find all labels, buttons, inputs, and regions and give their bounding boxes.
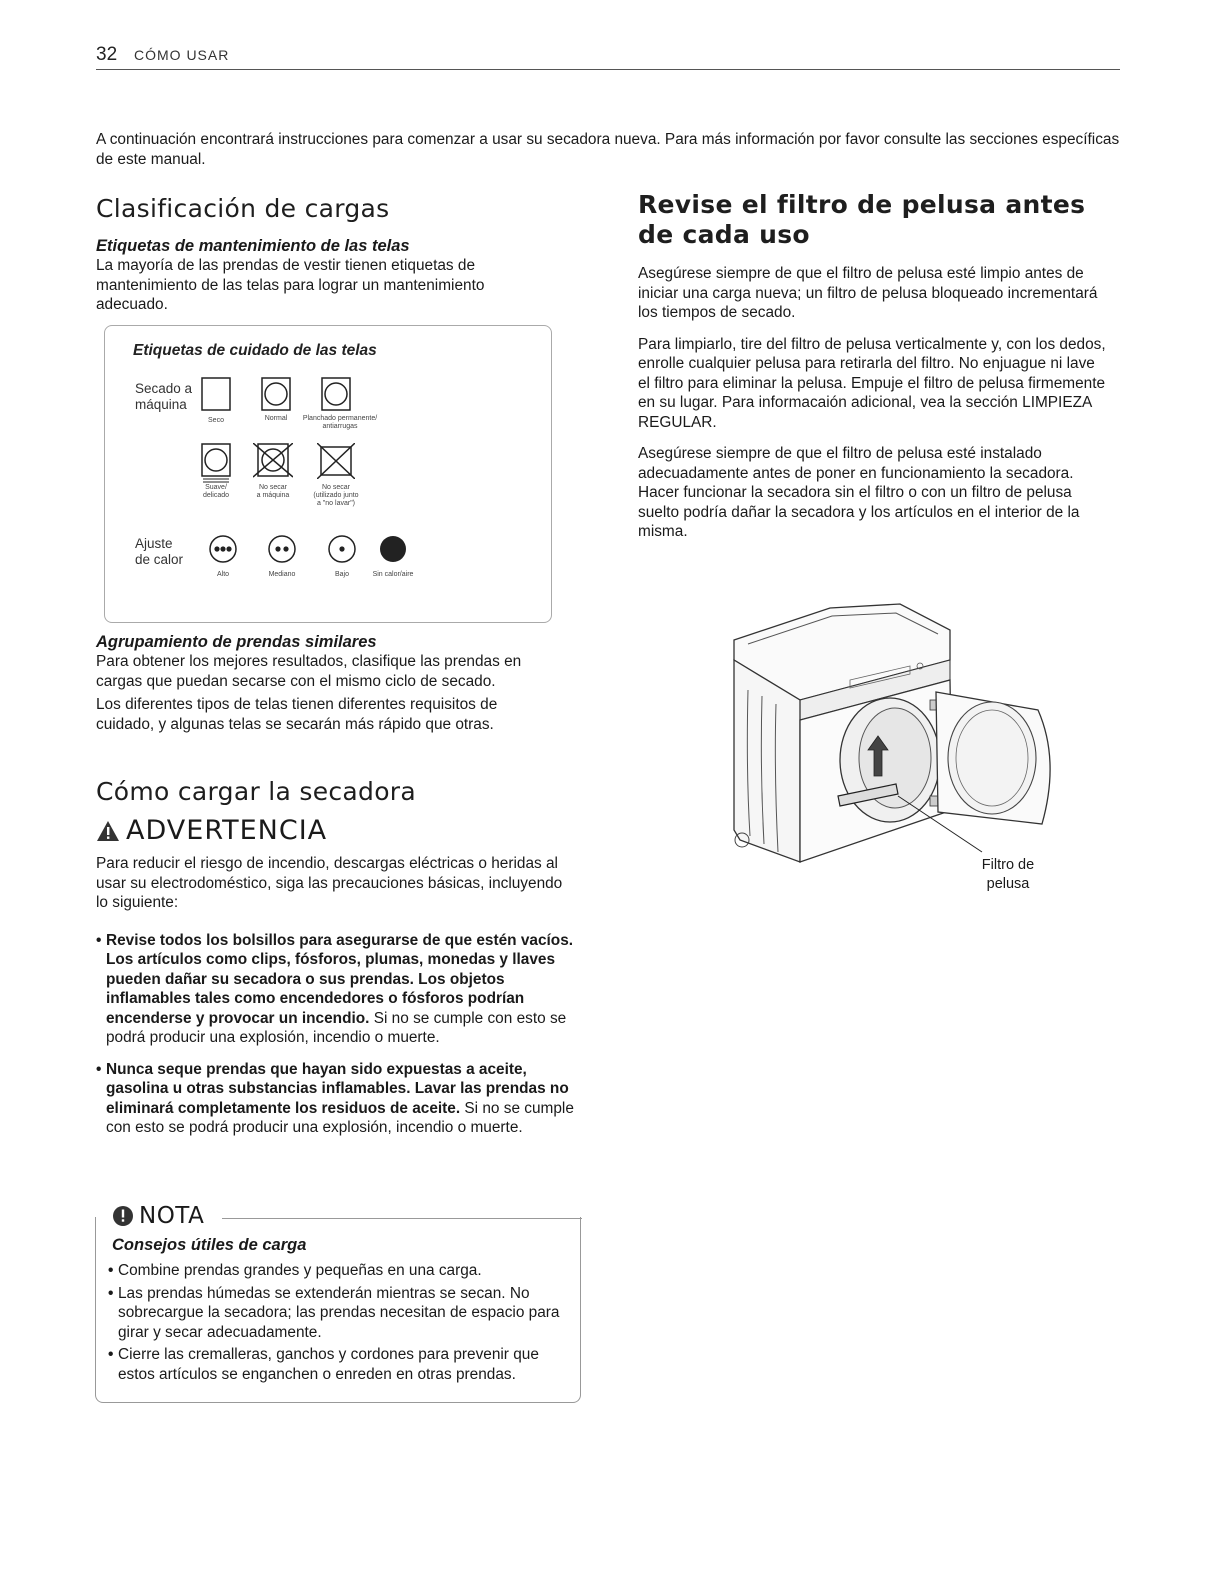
note-list [108, 1261, 570, 1387]
heat-alto-label: Alto [216, 571, 230, 578]
warning-header [96, 815, 586, 846]
note-subtitle: Consejos útiles de carga [112, 1236, 307, 1254]
page-number: 32 [96, 44, 118, 65]
do-not-tumble-dry-icon [253, 443, 293, 479]
clasificacion-heading: Clasificación de cargas [96, 194, 390, 223]
note-divider [222, 1218, 582, 1219]
agrupamiento-text-2: Los diferentes tipos de telas tienen diferentes requisitos de cuidado, y algunas telas se secarán más rápido que otras. [96, 696, 498, 733]
tumble-dry-normal-icon [261, 377, 291, 411]
tumble-dry-delicate-icon [201, 443, 231, 483]
note-title: NOTA [139, 1203, 205, 1229]
sym-normal-label: Normal [264, 415, 288, 422]
warning-title: ADVERTENCIA [126, 815, 328, 846]
agrupamiento-section [96, 632, 566, 734]
tumble-dry-icon [201, 377, 231, 411]
heat-low-icon [327, 534, 357, 564]
sym-nosecar-label: No secar a máquina [256, 484, 290, 499]
warning-bullet-2: • Nunca seque prendas que hayan sido expuestas a aceite, gasolina u otras substancias inflamables. Lavar las prendas no eliminará completamente los residuos de aceite. Si no se cumple con esto se podrá producir una explosión, incendio o muerte. [96, 1060, 576, 1138]
agrupamiento-subheading: Agrupamiento de prendas similares [96, 633, 377, 651]
tumble-dry-permanent-press-icon [321, 377, 351, 411]
filtro-paragraph-3: Asegúrese siempre de que el filtro de pelusa esté instalado adecuadamente antes de poner en funcionamiento la secadora. Hacer funcionar la secadora sin el filtro o con un filtro de pelusa suelto podría dañar la secadora y los artículos en el interior de la misma. [638, 445, 1080, 540]
filtro-paragraph-1: Asegúrese siempre de que el filtro de pelusa esté limpio antes de iniciar una carga nueva; un filtro de pelusa bloqueado incrementará los tiempos de secado. [638, 265, 1098, 321]
etiquetas-subheading: Etiquetas de mantenimiento de las telas [96, 237, 410, 255]
ajuste-calor-label: Ajuste de calor [135, 536, 184, 567]
note-header [112, 1203, 208, 1229]
note-item: • Combine prendas grandes y pequeñas en una carga. [108, 1261, 570, 1281]
heat-medium-icon [267, 534, 297, 564]
right-column [638, 190, 1118, 542]
sym-planchado-label: Planchado permanente/ antiarrugas [302, 415, 378, 430]
left-column [96, 190, 566, 315]
do-not-dry-icon [317, 443, 355, 479]
filtro-paragraph-2: Para limpiarlo, tire del filtro de pelusa verticalmente y, con los dedos, enrolle cualquier pelusa para retirarla del filtro. No enjuague ni lave el filtro para eliminar la pelusa. Empuje el filtro de pelusa firmemente en su lugar. Para informacaión adicional, vea la sección LIMPIEZA REGULAR. [638, 335, 1106, 431]
note-item: • Cierre las cremalleras, ganchos y cordones para prevenir que estos artículos se enganchen o enreden en otras prendas. [108, 1345, 570, 1384]
care-label-title: Etiquetas de cuidado de las telas [133, 342, 377, 359]
dryer-illustration [720, 600, 1120, 900]
no-heat-icon [378, 534, 408, 564]
agrupamiento-text-1: Para obtener los mejores resultados, clasifique las prendas en cargas que puedan secarse con el mismo ciclo de secado. [96, 653, 522, 690]
sym-suave-label: Suave/ delicado [202, 484, 230, 499]
sym-nosecar2-label: No secar (utilizado junto a "no lavar") [313, 484, 359, 507]
warning-bullet-1: • Revise todos los bolsillos para asegurarse de que estén vacíos. Los artículos como clips, fósforos, plumas, monedas y llaves pueden dañar su secadora o sus prendas. Los objetos inflamables tales como encendedores o fósforos podrían encenderse y provocar un incendio. Si no se cumple con esto se podrá producir una explosión, incendio o muerte. [96, 931, 586, 1048]
warning-intro: Para reducir el riesgo de incendio, descargas eléctricas o heridas al usar su electrodoméstico, siga las precauciones básicas, incluyendo lo siguiente: [96, 855, 563, 911]
section-name: CÓMO USAR [134, 47, 230, 63]
etiquetas-text: La mayoría de las prendas de vestir tienen etiquetas de mantenimiento de las telas para lograr un mantenimiento adecuado. [96, 257, 485, 313]
page-header [96, 44, 1120, 70]
care-label-box [104, 325, 552, 623]
filtro-heading: Revise el filtro de pelusa antes de cada uso [638, 190, 1086, 249]
sym-seco-label: Seco [208, 417, 224, 424]
secado-label: Secado a máquina [135, 381, 193, 412]
cargar-section [96, 777, 586, 1138]
warning-icon [96, 820, 120, 842]
heat-mediano-label: Mediano [268, 571, 296, 578]
heat-bajo-label: Bajo [334, 571, 349, 578]
note-item: • Las prendas húmedas se extenderán mientras se secan. No sobrecargue la secadora; las prendas necesitan de espacio para girar y secar adecuadamente. [108, 1284, 570, 1343]
heat-sin-label: Sin calor/aire [372, 571, 414, 578]
info-icon [112, 1205, 134, 1227]
heat-high-icon [208, 534, 238, 564]
filtro-callout: Filtro de pelusa [981, 857, 1035, 892]
cargar-heading: Cómo cargar la secadora [96, 777, 417, 806]
intro-paragraph: A continuación encontrará instrucciones para comenzar a usar su secadora nueva. Para más información por favor consulte las secciones específicas de este manual. [96, 131, 1120, 168]
